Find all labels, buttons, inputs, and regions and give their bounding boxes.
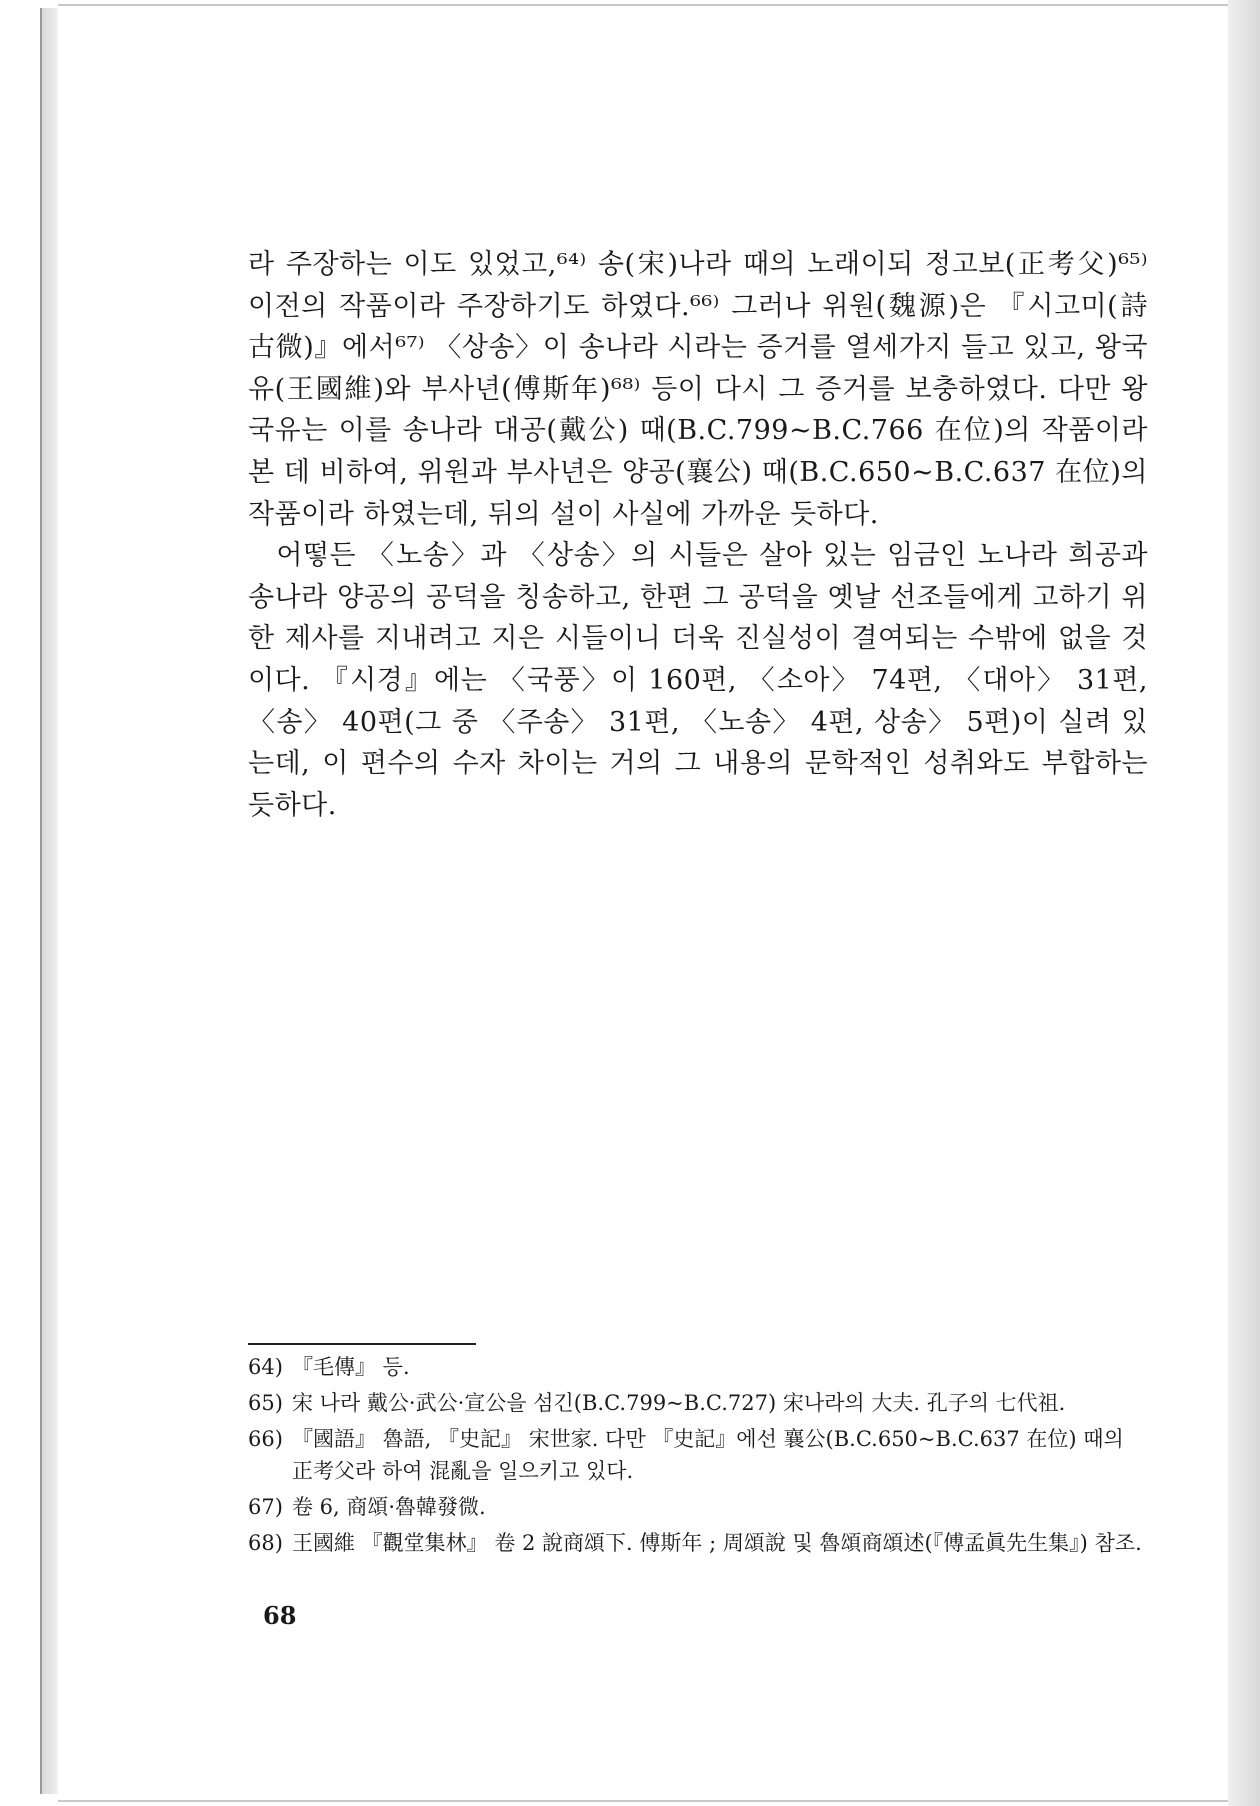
page-number: 68 xyxy=(263,1601,297,1630)
footnote-65 xyxy=(248,1387,1148,1419)
footnote-text: 王國維 『觀堂集林』 卷 2 說商頌下. 傅斯年 ; 周頌說 및 魯頌商頌述(『傅孟眞先生集』) 참조. xyxy=(292,1531,1142,1555)
footnote-68 xyxy=(248,1527,1148,1559)
footnote-number: 67) xyxy=(248,1495,283,1519)
footnote-divider xyxy=(248,1343,476,1345)
footnotes xyxy=(248,1351,1148,1563)
page-edge-left xyxy=(40,8,60,1794)
footnote-text: 『毛傳』 등. xyxy=(292,1355,410,1379)
paragraph-2: 어떻든 〈노송〉과 〈상송〉의 시들은 살아 있는 임금인 노나라 희공과 송나라 양공의 공덕을 칭송하고, 한편 그 공덕을 옛날 선조들에게 고하기 위한 제사를 지내려고 지은 시들이니 더욱 진실성이 결여되는 수밖에 없을 것이다. 『시경』에는 〈국풍〉이 160편, 〈소아〉 74편, 〈대아〉 31편, 〈송〉 40편(그 중 〈주송〉 31편, 〈노송〉 4편, 상송〉 5편)이 실려 있는데, 이 편수의 수자 차이는 거의 그 내용의 문학적인 성취와도 부합하는 듯하다. xyxy=(248,540,1148,821)
book-page xyxy=(58,4,1228,1802)
body-text xyxy=(248,244,1148,826)
footnote-number: 68) xyxy=(248,1531,283,1555)
footnote-number: 64) xyxy=(248,1355,283,1379)
footnote-64 xyxy=(248,1351,1148,1383)
footnote-number: 65) xyxy=(248,1391,283,1415)
footnote-text: 卷 6, 商頌·魯韓發微. xyxy=(292,1495,486,1519)
footnote-66 xyxy=(248,1423,1148,1487)
footnote-text: 『國語』 魯語, 『史記』 宋世家. 다만 『史記』에선 襄公(B.C.650~B.C.637 在位) 때의 正考父라 하여 混亂을 일으키고 있다. xyxy=(292,1427,1124,1483)
page-edge-right xyxy=(1228,0,1260,1806)
footnote-67 xyxy=(248,1491,1148,1523)
footnote-text: 宋 나라 戴公·武公·宣公을 섬긴(B.C.799~B.C.727) 宋나라의 大夫. 孔子의 七代祖. xyxy=(292,1391,1066,1415)
footnote-number: 66) xyxy=(248,1427,283,1451)
paragraph-1: 라 주장하는 이도 있었고,⁶⁴⁾ 송(宋)나라 때의 노래이되 정고보(正考父)⁶⁵⁾ 이전의 작품이라 주장하기도 하였다.⁶⁶⁾ 그러나 위원(魏源)은 『시고미(詩古微)』에서⁶⁷⁾ 〈상송〉이 송나라 시라는 증거를 열세가지 들고 있고, 왕국유(王國維)와 부사년(傅斯年)⁶⁸⁾ 등이 다시 그 증거를 보충하였다. 다만 왕국유는 이를 송나라 대공(戴公) 때(B.C.799~B.C.766 在位)의 작품이라 본 데 비하여, 위원과 부사년은 양공(襄公) 때(B.C.650~B.C.637 在位)의 작품이라 하였는데, 뒤의 설이 사실에 가까운 듯하다. xyxy=(248,249,1148,530)
